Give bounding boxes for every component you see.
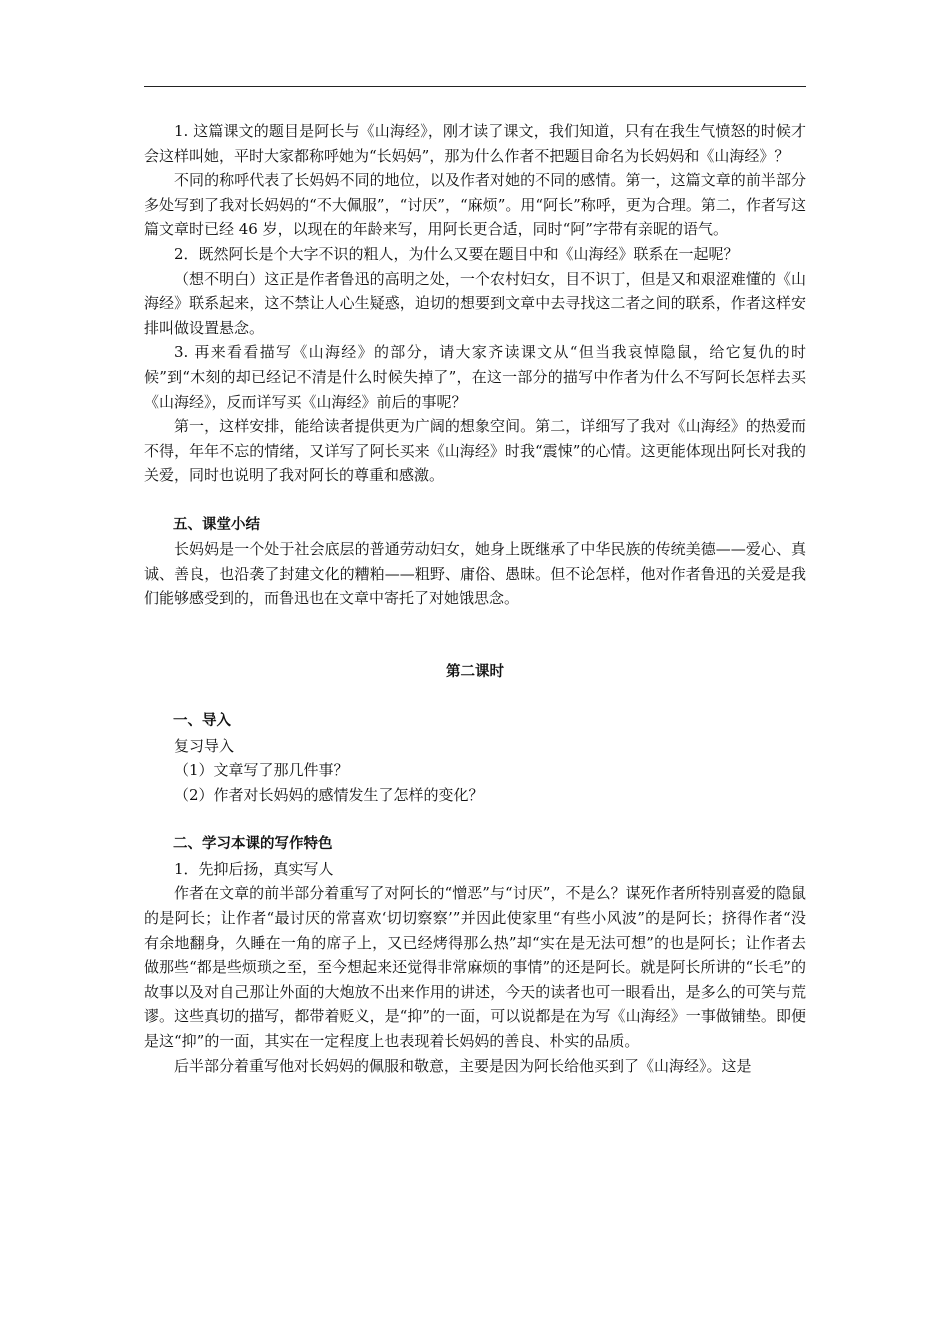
question-3: 3. 再来看看描写《山海经》的部分，请大家齐读课文从“但当我哀悼隐鼠，给它复仇的时候”到“木刻的却已经记不清是什么时候失掉了”，在这一部分的描写中作者为什么不写阿长怎样去买《山海经》，反而详写买《山海经》前后的事呢？ — [144, 343, 806, 411]
spacer — [144, 685, 806, 710]
answer-2: （想不明白）这正是作者鲁迅的高明之处，一个农村妇女，目不识丁，但是又和艰涩难懂的《山海经》联系起来，这不禁让人心生疑惑，迫切的想要到文章中去寻找这二者之间的联系，作者这样安排叫做设置悬念。 — [144, 269, 806, 337]
intro-item-2: （2）作者对长妈妈的感情发生了怎样的变化？ — [174, 786, 484, 805]
feature-paragraph-2: 后半部分着重写他对长妈妈的佩服和敬意，主要是因为阿长给他买到了《山海经》。这是 — [174, 1056, 752, 1075]
question-1: 1. 这篇课文的题目是阿长与《山海经》，刚才读了课文，我们知道，只有在我生气愤怒的时候才会这样叫她，平时大家都称呼她为“长妈妈”，那为什么作者不把题目命名为长妈妈和《山海经》？ — [144, 122, 806, 165]
question-2: 2．既然阿长是个大字不识的粗人，为什么又要在题目中和《山海经》联系在一起呢？ — [174, 244, 739, 263]
lesson-2-title: 第二课时 — [446, 664, 504, 681]
answer-1: 不同的称呼代表了长妈妈不同的地位，以及作者对她的不同的感情。第一，这篇文章的前半部分多处写到了我对长妈妈的“不大佩服”，“讨厌”，“麻烦”。用“阿长”称呼，更为合理。第二，作者写这篇文章时已经 46 岁，以现在的年龄来写，用阿长更合适，同时“阿”字带有亲昵的语气。 — [144, 171, 806, 239]
intro-item-1: （1）文章写了那几件事？ — [174, 761, 349, 780]
header-rule — [144, 86, 806, 87]
intro-heading: 一、导入 — [173, 713, 231, 730]
spacer — [144, 635, 806, 660]
feature-paragraph-1: 作者在文章的前半部分着重写了对阿长的“憎恶”与“讨厌”，不是么？谋死作者所特别喜爱的隐鼠的是阿长；让作者“最讨厌的常喜欢‘切切察察’”并因此使家里“有些小风波”的是阿长；挤得作者“没有余地翻身，久睡在一角的席子上，又已经烤得那么热”却“实在是无法可想”的也是阿长；让作者去做那些“都是些烦琐之至，至今想起来还觉得非常麻烦的事情”的还是阿长。就是阿长所讲的“长毛”的故事以及对自己那让外面的大炮放不出来作用的讲述，今天的读者也可一眼看出，是多么的可笑与荒谬。这些真切的描写，都带着贬义，是“抑”的一面，可以说都是在为写《山海经》一事做铺垫。即便是这“抑”的一面，其实在一定程度上也表现着长妈妈的善良、朴实的品质。 — [144, 884, 806, 1050]
feature-item-1: 1．先抑后扬，真实写人 — [174, 859, 334, 878]
section-5-text: 长妈妈是一个处于社会底层的普通劳动妇女，她身上既继承了中华民族的传统美德——爱心、真诚、善良，也沿袭了封建文化的糟粕——粗野、庸俗、愚昧。但不论怎样，他对作者鲁迅的关爱是我们能够感受到的，而鲁迅也在文章中寄托了对她饿思念。 — [144, 540, 806, 608]
intro-subheading: 复习导入 — [174, 736, 235, 755]
spacer — [144, 611, 806, 636]
spacer — [144, 808, 806, 833]
document-body — [144, 119, 806, 1078]
section-5-heading: 五、课堂小结 — [173, 516, 260, 533]
answer-3: 第一，这样安排，能给读者提供更为广阔的想象空间。第二，详细写了我对《山海经》的热爱而不得，年年不忘的情绪，又详写了阿长买来《山海经》时我“震悚”的心情。这更能体现出阿长对我的关爱，同时也说明了我对阿长的尊重和感激。 — [144, 417, 806, 485]
feature-heading: 二、学习本课的写作特色 — [173, 836, 333, 853]
spacer — [144, 488, 806, 513]
